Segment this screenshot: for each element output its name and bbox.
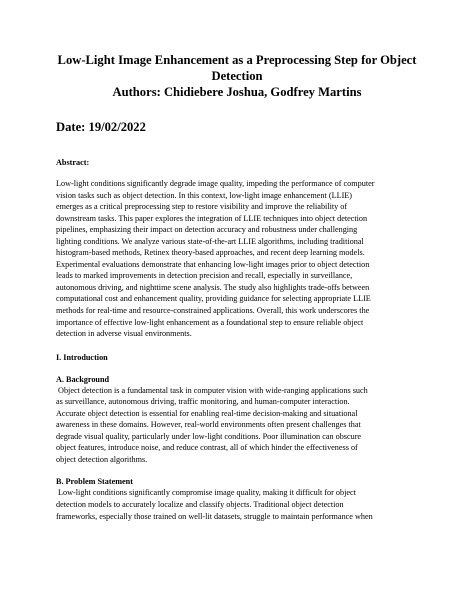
- abstract-line: leads to marked improvements in detection precision and recall, especially in surveillance,: [56, 271, 353, 281]
- abstract-heading: Abstract:: [56, 158, 90, 167]
- abstract-line: detection in adverse visual environments.: [56, 329, 192, 339]
- background-body: [56, 385, 418, 466]
- abstract-line: Experimental evaluations demonstrate that enhancing low-light images prior to object detection: [56, 259, 370, 269]
- background-line: as surveillance, autonomous driving, traffic monitoring, and human-computer interaction.: [56, 397, 350, 407]
- paper-date: Date: 19/02/2022: [56, 120, 146, 134]
- subsection-problem-heading: B. Problem Statement: [56, 477, 133, 487]
- abstract-line: Low-light conditions significantly degrade image quality, impeding the performance of computer: [56, 179, 375, 188]
- background-line: awareness in these domains. However, real-world environments often present challenges that: [56, 420, 361, 430]
- subsection-background-heading: A. Background: [56, 374, 110, 384]
- problem-line: frameworks, especially those trained on well-lit datasets, struggle to maintain performance when: [56, 511, 373, 521]
- paper-title: [56, 52, 418, 84]
- abstract-line: methods for real-time and resource-constrained applications. Overall, this work underscores the: [56, 306, 370, 316]
- problem-line: detection models to accurately localize and classify objects. Traditional object detection: [56, 500, 344, 510]
- section-introduction-heading: I. Introduction: [56, 352, 108, 362]
- paper-title-line-1: Low-Light Image Enhancement as a Preprocessing Step for Object: [57, 53, 417, 67]
- abstract-body: [56, 178, 418, 340]
- problem-line: Low-light conditions significantly compromise image quality, making it difficult for object: [56, 488, 356, 498]
- abstract-line: emerges as a critical preprocessing step to restore visibility and improve the reliability of: [56, 202, 348, 212]
- abstract-line: lighting conditions. We analyze various state-of-the-art LLIE algorithms, including traditional: [56, 236, 364, 246]
- abstract-line: importance of effective low-light enhancement as a foundational step to ensure reliable object: [56, 317, 364, 327]
- background-line: degrade visual quality, particularly under low-light conditions. Poor illumination can obscure: [56, 431, 362, 441]
- problem-body: [56, 487, 418, 522]
- background-line: object features, introduce noise, and reduce contrast, all of which hinder the effectiveness of: [56, 443, 358, 453]
- abstract-line: autonomous driving, and nighttime scene analysis. The study also highlights trade-offs between: [56, 282, 370, 292]
- paper-title-line-2: Detection: [211, 69, 263, 83]
- abstract-line: pipelines, emphasizing their impact on detection accuracy and robustness under challenging: [56, 225, 358, 235]
- abstract-line: computational cost and enhancement quality, providing guidance for selecting appropriate LLIE: [56, 294, 371, 304]
- background-line: Accurate object detection is essential for enabling real-time decision-making and situational: [56, 408, 358, 418]
- abstract-line: downstream tasks. This paper explores the integration of LLIE techniques into object detection: [56, 213, 368, 223]
- abstract-line: vision tasks such as object detection. In this context, low-light image enhancement (LLIE): [56, 190, 353, 200]
- background-line: object detection algorithms.: [56, 454, 148, 464]
- paper-authors: Authors: Chidiebere Joshua, Godfrey Martins: [112, 85, 362, 99]
- background-line: Object detection is a fundamental task in computer vision with wide-ranging applications such: [56, 385, 368, 395]
- abstract-line: histogram-based methods, Retinex theory-based approaches, and recent deep learning models.: [56, 248, 365, 258]
